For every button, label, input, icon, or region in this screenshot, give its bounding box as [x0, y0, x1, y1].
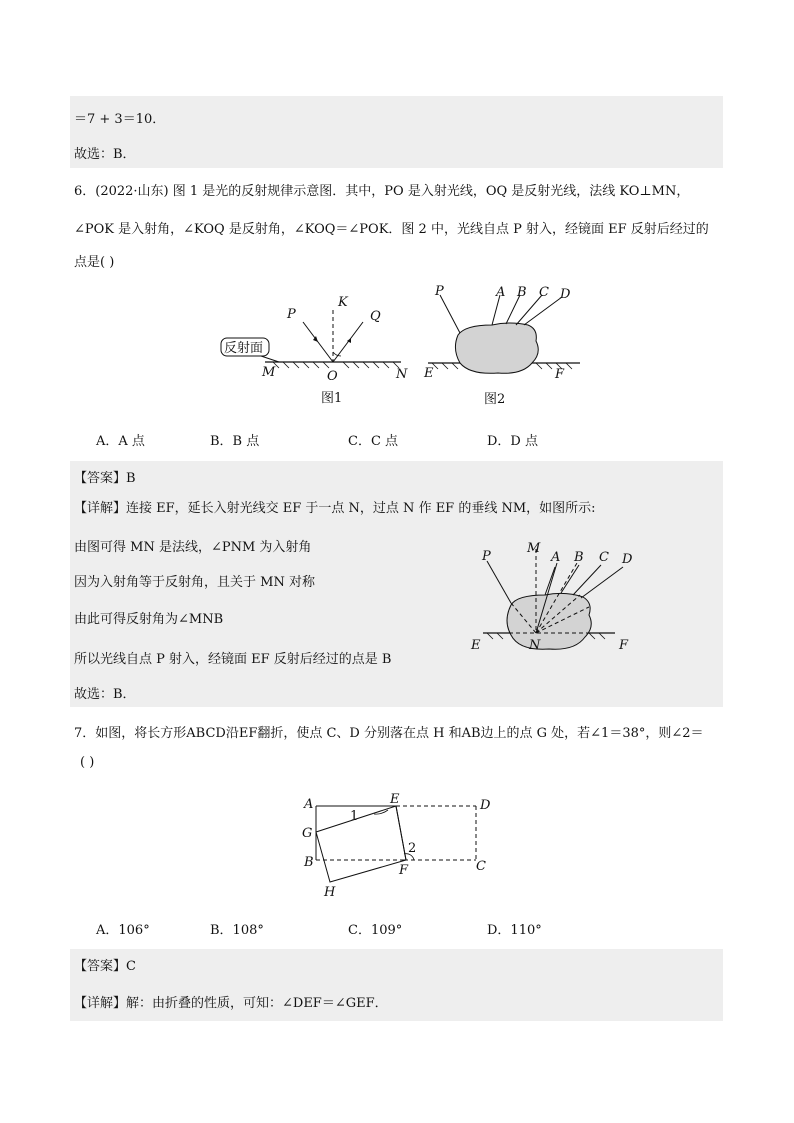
fig3-label-b: B — [574, 550, 584, 565]
fig2-label-f: F — [555, 367, 565, 382]
q6-detail: 【详解】连接 EF，延长入射光线交 EF 于一点 N，过点 N 作 EF 的垂线 NM，如图所示: — [74, 501, 596, 516]
fig1-label-n: N — [396, 367, 408, 382]
fig1-label-k: K — [338, 295, 348, 310]
q7-label-f: F — [399, 863, 409, 878]
q7-label-1: 1 — [350, 809, 359, 824]
q7-label-b: B — [304, 855, 314, 870]
fig2-label-c: C — [539, 285, 549, 300]
prev-choose-line: 故选：B． — [74, 147, 136, 162]
q6-figure-1 — [215, 290, 415, 410]
prev-solution-block — [70, 96, 723, 168]
prev-calc-line: ＝7 + 3＝10． — [74, 112, 166, 127]
q6-figure-2 — [420, 283, 590, 410]
q7-detail: 【详解】解：由折叠的性质，可知：∠DEF＝∠GEF． — [74, 996, 388, 1011]
q7-label-h: H — [324, 885, 336, 900]
fig2-label-a: A — [496, 285, 506, 300]
q7-stem-line-1: 7．如图，将长方形ABCD沿EF翻折，使点 C、D 分别落在点 H 和AB边上的点 G 处，若∠1＝38°，则∠2＝ — [74, 726, 704, 741]
fig3-label-e: E — [471, 638, 481, 653]
q6-stem-line-2: ∠POK 是入射角，∠KOQ 是反射角，∠KOQ＝∠POK．图 2 中，光线自点 P 射入，经镜面 EF 反射后经过的 — [74, 222, 709, 237]
fig3-label-n: N — [529, 638, 541, 653]
q6-stem-line-3: 点是( ) — [74, 255, 115, 270]
fig3-label-f: F — [619, 638, 629, 653]
q7-figure — [296, 792, 496, 902]
fig3-label-c: C — [599, 550, 609, 565]
q7-option-d: D．110° — [487, 923, 542, 938]
q7-option-b: B．108° — [210, 923, 264, 938]
fig1-label-m: M — [262, 365, 276, 380]
q6-step-1: 由图可得 MN 是法线，∠PNM 为入射角 — [74, 540, 312, 555]
q6-choose: 故选：B． — [74, 687, 136, 702]
fig1-label-p: P — [287, 307, 296, 322]
q6-option-d: D．D 点 — [487, 434, 538, 449]
q6-option-a: A．A 点 — [96, 434, 145, 449]
fig2-label-b: B — [517, 285, 527, 300]
fig2-label-d: D — [560, 287, 571, 302]
q7-answer: 【答案】C — [74, 959, 136, 974]
q6-step-3: 由此可得反射角为∠MNB — [74, 612, 224, 627]
q7-option-c: C．109° — [348, 923, 403, 938]
q7-stem-line-2: ( ) — [80, 755, 95, 770]
fig1-callout: 反射面 — [224, 341, 264, 356]
q6-solution-figure — [465, 535, 645, 655]
q6-step-4: 所以光线自点 P 射入，经镜面 EF 反射后经过的点是 B — [74, 652, 392, 667]
q6-option-b: B．B 点 — [210, 434, 260, 449]
fig1-caption: 图1 — [321, 391, 343, 406]
q7-label-d: D — [480, 798, 491, 813]
fig3-label-p: P — [482, 549, 491, 564]
q7-option-a: A．106° — [96, 923, 150, 938]
fig1-label-q: Q — [370, 309, 381, 324]
q7-label-g: G — [302, 826, 313, 841]
fig3-label-a: A — [551, 550, 561, 565]
q7-label-2: 2 — [408, 841, 417, 856]
fig3-label-d: D — [622, 552, 633, 567]
q6-option-c: C．C 点 — [348, 434, 399, 449]
q6-step-2: 因为入射角等于反射角，且关于 MN 对称 — [74, 575, 315, 590]
q7-label-e: E — [390, 792, 400, 807]
fig2-caption: 图2 — [484, 392, 506, 407]
q7-label-c: C — [476, 859, 486, 874]
q6-stem-line-1: 6．(2022·山东) 图 1 是光的反射规律示意图．其中，PO 是入射光线，OQ 是反射光线，法线 KO⊥MN， — [74, 184, 690, 199]
fig2-label-e: E — [424, 366, 434, 381]
fig3-label-m: M — [527, 541, 541, 556]
q7-label-a: A — [304, 797, 314, 812]
fig1-label-o: O — [327, 369, 338, 384]
q6-answer: 【答案】B — [74, 471, 136, 486]
fig2-label-p: P — [435, 284, 444, 299]
